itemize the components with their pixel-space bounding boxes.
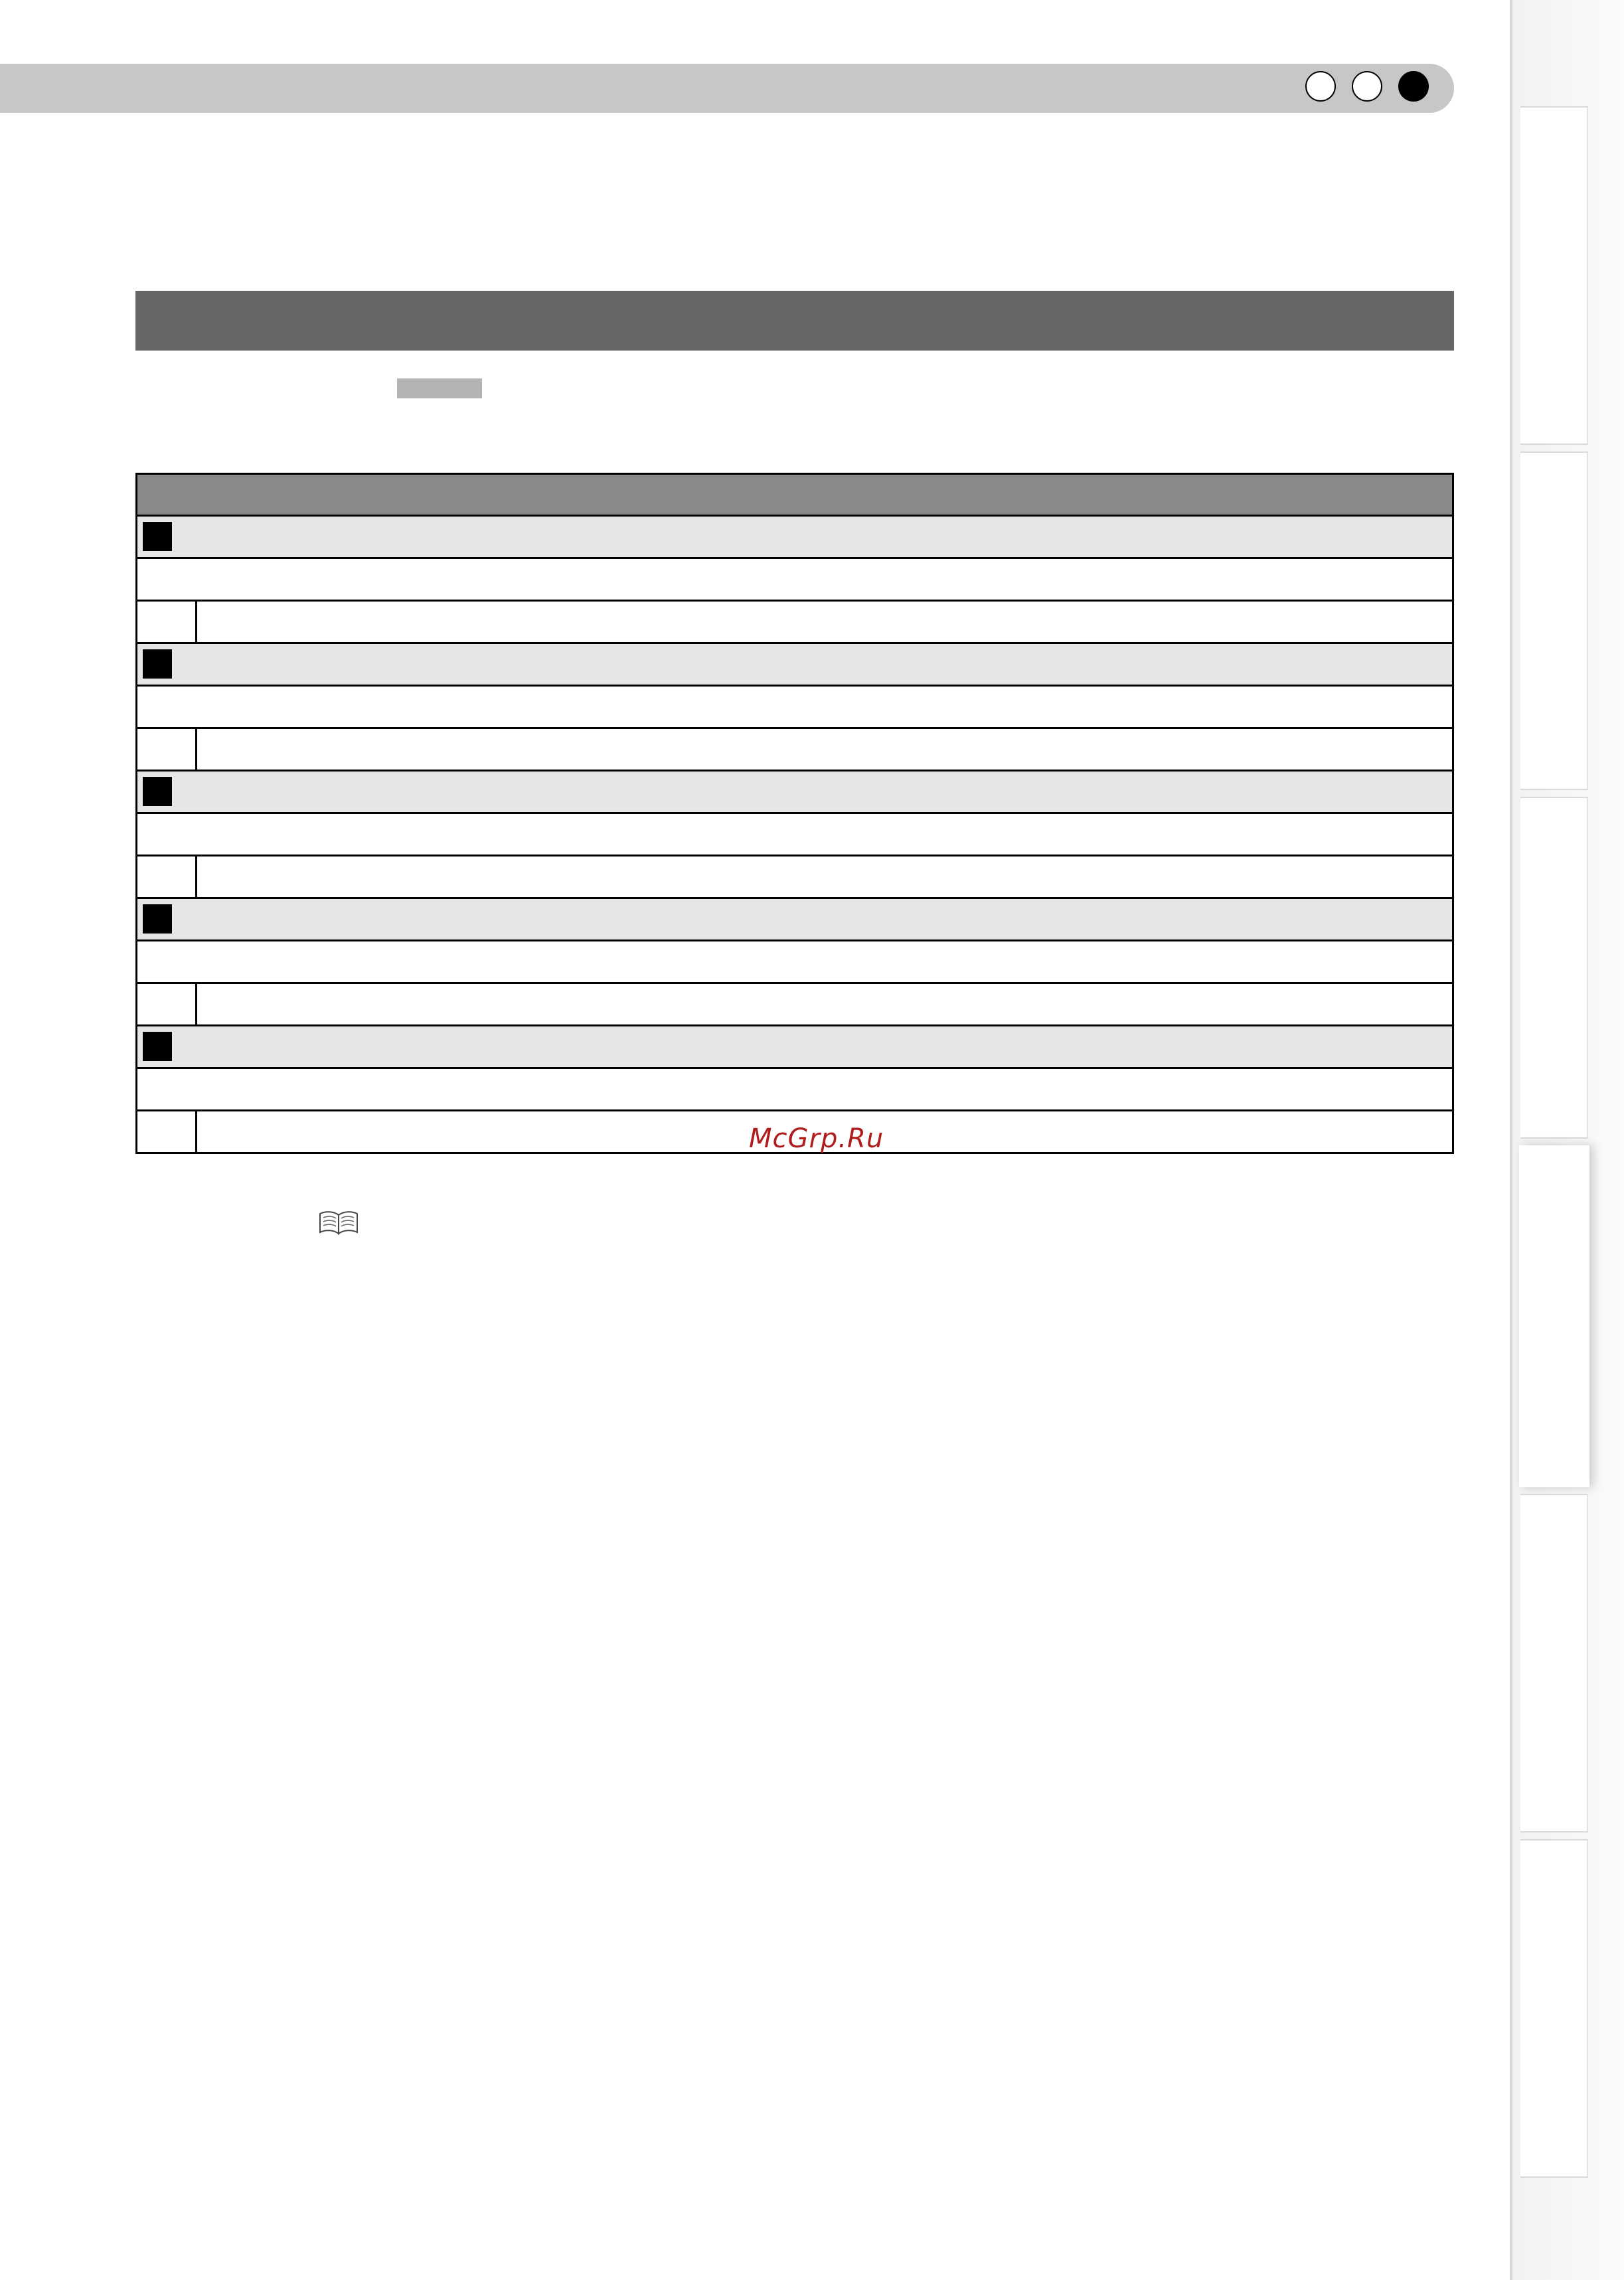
watermark-text: McGrp.Ru — [749, 1123, 884, 1154]
header-bar — [0, 64, 1454, 113]
step-indicator-2 — [1352, 71, 1382, 102]
chapter-tab-5[interactable] — [1520, 1494, 1588, 1832]
step-indicator-1 — [1305, 71, 1336, 102]
column-divider — [195, 602, 197, 642]
table-row-split — [137, 729, 1452, 772]
step-indicator-3-active — [1398, 71, 1429, 102]
table-row — [137, 687, 1452, 729]
table-row-split — [137, 602, 1452, 644]
section-title-bar — [135, 291, 1454, 351]
table-group-row — [137, 517, 1452, 559]
label-chip — [397, 378, 482, 398]
group-marker-icon — [143, 904, 172, 934]
column-divider — [195, 729, 197, 770]
group-marker-icon — [143, 1032, 172, 1061]
table-row — [137, 1069, 1452, 1111]
column-divider — [195, 856, 197, 897]
chapter-tab-3[interactable] — [1520, 797, 1588, 1139]
table-row-split — [137, 856, 1452, 899]
table-row — [137, 941, 1452, 984]
table-group-row — [137, 1026, 1452, 1069]
column-divider — [195, 984, 197, 1024]
group-marker-icon — [143, 649, 172, 679]
table-header — [137, 475, 1452, 517]
chapter-tab-4-active[interactable] — [1519, 1145, 1589, 1487]
chapter-tab-1[interactable] — [1520, 106, 1588, 445]
table-row-split — [137, 984, 1452, 1026]
group-marker-icon — [143, 522, 172, 551]
table-group-row — [137, 644, 1452, 687]
spec-table — [135, 473, 1454, 1154]
chapter-tab-6[interactable] — [1520, 1839, 1588, 2178]
column-divider — [195, 1111, 197, 1152]
table-group-row — [137, 772, 1452, 814]
table-group-row — [137, 899, 1452, 941]
open-book-icon — [317, 1210, 360, 1236]
table-row — [137, 814, 1452, 856]
group-marker-icon — [143, 777, 172, 806]
chapter-tab-2[interactable] — [1520, 451, 1588, 790]
table-row — [137, 559, 1452, 602]
